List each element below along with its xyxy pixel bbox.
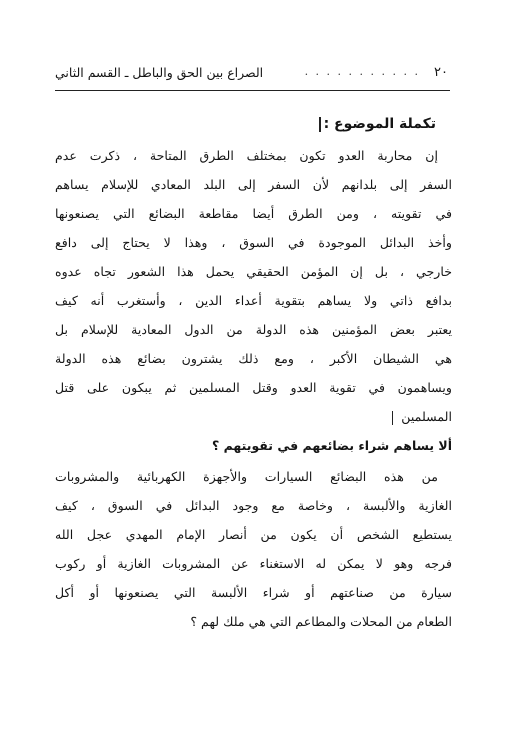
page-number: ٢٠	[434, 65, 448, 80]
paragraph-1-line: بدافع ذاتي ولا يساهم بتقوية أعداء الدين ، وأستغرب أنه كيف	[55, 293, 452, 308]
paragraph-2-line: يستطيع الشخص أن يكون من أنصار الإمام المهدي عجل الله	[55, 527, 452, 542]
header-leader-dots: . . . . . . . . . . .	[304, 65, 420, 78]
paragraph-2-line: سيارة من صناعتهم أو شراء الألبسة التي يصنعونها أو أكل	[55, 585, 452, 600]
text-cursor	[392, 411, 393, 425]
section-heading-text: تكملة الموضوع :	[323, 116, 436, 132]
paragraph-1-line: في تقويته ، ومن الطرق أيضا مقاطعة البضائع التي يصنعونها	[55, 206, 452, 221]
paragraph-1-line: إن محاربة العدو تكون بمختلف الطرق المتاحة ، ذكرت عدم	[55, 148, 438, 163]
header-rule	[55, 90, 450, 91]
paragraph-1-line: خارجي ، بل إن المؤمن الحقيقي يحمل هذا الشعور تجاه عدوه	[55, 264, 452, 279]
paragraph-1-line: هي الشيطان الأكبر ، ومع ذلك يشترون بضائع هذه الدولة	[55, 351, 452, 366]
text-cursor	[319, 117, 321, 132]
paragraph-1-line: يعتبر بعض المؤمنين هذه الدولة من الدول المعادية للإسلام بل	[55, 322, 452, 337]
paragraph-1-line: وأخذ البدائل الموجودة في السوق ، وهذا لا يحتاج إلى دافع	[55, 235, 452, 250]
paragraph-2-line: الغازية والألبسة ، وخاصة مع وجود البدائل في السوق ، كيف	[55, 498, 452, 513]
section-heading	[319, 116, 436, 132]
running-header-title: الصراع بين الحق والباطل ـ القسم الثاني	[55, 65, 264, 80]
paragraph-1-last-line	[55, 406, 452, 428]
paragraph-1-line: السفر إلى بلدانهم لأن السفر إلى البلد المعادي للإسلام يساهم	[55, 177, 452, 192]
paragraph-1-line: ويساهمون في تقوية العدو وقتل المسلمين ثم يبكون على قتل	[55, 380, 452, 395]
paragraph-2-line: فرجه وهو لا يمكن له الاستغناء عن المشروبات الغازية أو ركوب	[55, 556, 452, 571]
paragraph-1-line: المسلمين	[401, 409, 452, 424]
paragraph-2-line: من هذه البضائع السيارات والأجهزة الكهربائية والمشروبات	[55, 469, 438, 484]
paragraph-2-line: الطعام من المحلات والمطاعم التي هي ملك لهم ؟	[190, 614, 452, 629]
question-heading: ألا يساهم شراء بضائعهم في تقويتهم ؟	[212, 438, 452, 453]
running-header	[55, 64, 448, 86]
